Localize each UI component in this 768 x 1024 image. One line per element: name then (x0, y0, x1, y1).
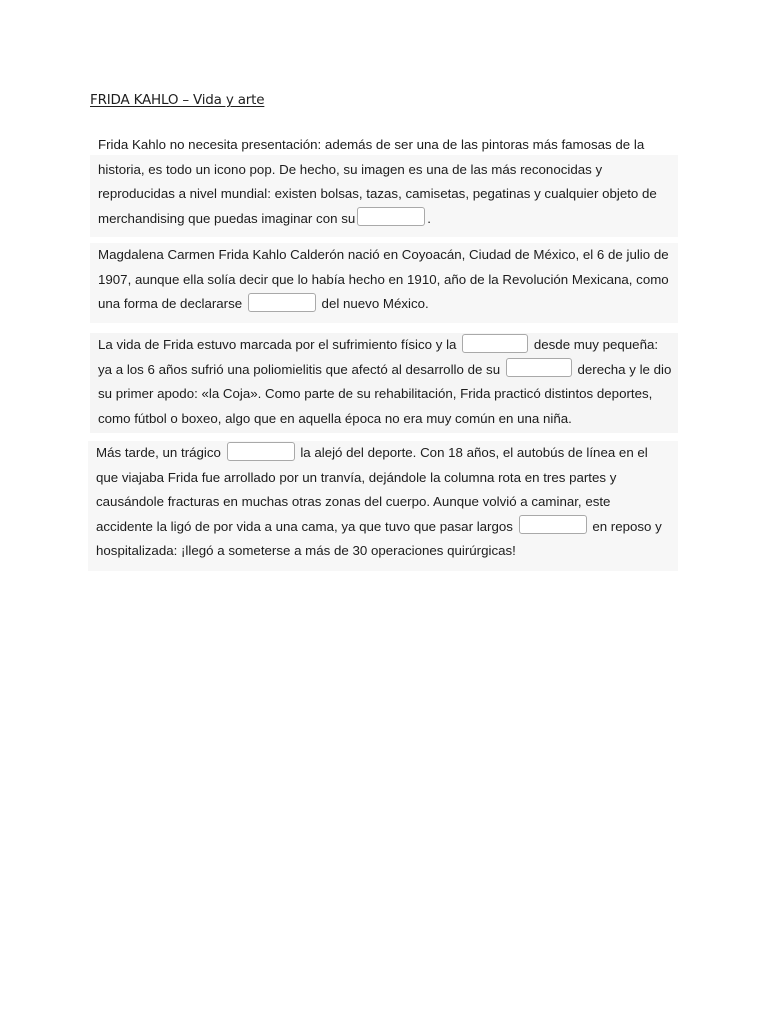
line-text: en reposo y (592, 518, 662, 534)
paragraph-line: hospitalizada: ¡llegó a someterse a más de 30 operaciones quirúrgicas! (96, 543, 516, 558)
line-text: Más tarde, un trágico (96, 445, 221, 460)
paragraph-line: reproducidas a nivel mundial: existen bolsas, tazas, camisetas, pegatinas y cualquier objeto de (98, 186, 657, 201)
paragraph-line (98, 333, 678, 358)
paragraph-line: que viajaba Frida fue arrollado por un tranvía, dejándole la columna rota en tres partes y (96, 469, 617, 485)
line-text: derecha y le dio (577, 361, 672, 377)
paragraph-2 (90, 243, 678, 323)
line-text: del nuevo México. (321, 296, 429, 311)
line-text: accidente la ligó de por vida a una cama, ya que tuvo que pasar largos (96, 518, 513, 534)
blank-input-3[interactable] (462, 334, 528, 353)
line-text: merchandising que puedas imaginar con su (98, 210, 356, 226)
paragraph-line: Frida Kahlo no necesita presentación: además de ser una de las pintoras más famosas de la (98, 137, 645, 152)
paragraph-line: como fútbol o boxeo, algo que en aquella época no era muy común en una niña. (98, 410, 572, 426)
paragraph-line (96, 515, 678, 540)
paragraph-line: 1907, aunque ella solía decir que lo había hecho en 1910, año de la Revolución Mexicana, como (98, 271, 669, 287)
line-text: . (427, 210, 431, 226)
line-text: desde muy pequeña: (533, 337, 659, 352)
line-text: ya a los 6 años sufrió una poliomielitis que afectó al desarrollo de su (98, 361, 501, 377)
paragraph-line: historia, es todo un icono pop. De hecho, su imagen es una de las más reconocidas y (98, 161, 603, 177)
paragraph-line: Magdalena Carmen Frida Kahlo Calderón nació en Coyoacán, Ciudad de México, el 6 de julio de (98, 247, 669, 262)
paragraph-line (96, 441, 678, 466)
blank-input-2[interactable] (248, 293, 316, 312)
paragraph-line (98, 207, 678, 232)
line-text: una forma de declararse (98, 296, 243, 311)
paragraph-line: causándole fracturas en muchas otras zonas del cuerpo. Aunque volvió a caminar, este (96, 494, 611, 509)
paragraph-line: su primer apodo: «la Coja». Como parte de su rehabilitación, Frida practicó distintos deportes, (98, 386, 653, 401)
blank-input-4[interactable] (506, 358, 572, 377)
blank-input-6[interactable] (519, 515, 587, 534)
blank-input-1[interactable] (357, 207, 425, 226)
blank-input-5[interactable] (227, 442, 295, 461)
line-text: la alejó del deporte. Con 18 años, el autobús de línea en el (300, 445, 648, 460)
document-title: FRIDA KAHLO – Vida y arte (90, 92, 265, 108)
paragraph-4 (88, 441, 678, 571)
paragraph-line (98, 358, 678, 383)
paragraph-line (98, 292, 678, 317)
paragraph-1 (90, 133, 678, 237)
line-text: La vida de Frida estuvo marcada por el sufrimiento físico y la (98, 337, 457, 352)
paragraph-3 (90, 333, 678, 433)
